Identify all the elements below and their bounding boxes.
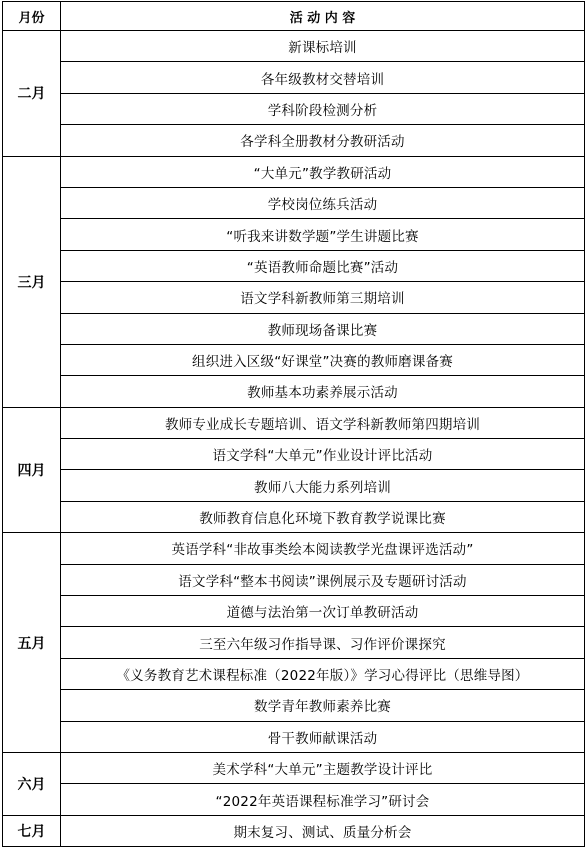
table-row xyxy=(3,815,585,846)
activity-cell: 《义务教育艺术课程标准（2022年版）》学习心得评比（思维导图） xyxy=(61,658,585,689)
table-row xyxy=(3,125,585,156)
activity-cell: “2022年英语课程标准学习”研讨会 xyxy=(61,784,585,815)
table-row xyxy=(3,282,585,313)
table-row xyxy=(3,156,585,187)
table-row xyxy=(3,407,585,438)
table-row xyxy=(3,344,585,375)
schedule-body xyxy=(3,31,585,847)
activity-cell: 期末复习、测试、质量分析会 xyxy=(61,815,585,846)
activity-cell: 教师现场备课比赛 xyxy=(61,313,585,344)
activity-cell: 数学青年教师素养比赛 xyxy=(61,690,585,721)
table-row xyxy=(3,187,585,218)
month-cell: 二月 xyxy=(3,31,61,157)
activity-cell: 三至六年级习作指导课、习作评价课探究 xyxy=(61,627,585,658)
activity-cell: “大单元”教学教研活动 xyxy=(61,156,585,187)
activity-cell: 道德与法治第一次订单教研活动 xyxy=(61,596,585,627)
activity-cell: 学校岗位练兵活动 xyxy=(61,187,585,218)
table-row xyxy=(3,31,585,62)
month-cell: 五月 xyxy=(3,533,61,753)
activity-cell: 组织进入区级“好课堂”决赛的教师磨课备赛 xyxy=(61,344,585,375)
activity-cell: 教师基本功素养展示活动 xyxy=(61,376,585,407)
activity-schedule-table xyxy=(2,1,585,847)
table-row xyxy=(3,250,585,281)
month-cell: 三月 xyxy=(3,156,61,407)
activity-cell: 英语学科“非故事类绘本阅读教学光盘课评选活动” xyxy=(61,533,585,564)
activity-cell: 学科阶段检测分析 xyxy=(61,93,585,124)
activity-column-header: 活 动 内 容 xyxy=(61,2,585,31)
month-cell: 六月 xyxy=(3,752,61,815)
activity-cell: 新课标培训 xyxy=(61,31,585,62)
table-row xyxy=(3,596,585,627)
table-row xyxy=(3,533,585,564)
table-row xyxy=(3,721,585,752)
table-row xyxy=(3,627,585,658)
table-row xyxy=(3,376,585,407)
table-row xyxy=(3,752,585,783)
table-row xyxy=(3,784,585,815)
table-row xyxy=(3,501,585,532)
activity-cell: 各学科全册教材分教研活动 xyxy=(61,125,585,156)
table-row xyxy=(3,564,585,595)
activity-cell: 语文学科“整本书阅读”课例展示及专题研讨活动 xyxy=(61,564,585,595)
table-row xyxy=(3,658,585,689)
table-row xyxy=(3,470,585,501)
activity-cell: 语文学科新教师第三期培训 xyxy=(61,282,585,313)
table-row xyxy=(3,313,585,344)
activity-cell: 教师八大能力系列培训 xyxy=(61,470,585,501)
table-row xyxy=(3,62,585,93)
activity-cell: 各年级教材交替培训 xyxy=(61,62,585,93)
activity-cell: 教师教育信息化环境下教育教学说课比赛 xyxy=(61,501,585,532)
table-row xyxy=(3,219,585,250)
activity-cell: 骨干教师献课活动 xyxy=(61,721,585,752)
activity-cell: “英语教师命题比赛”活动 xyxy=(61,250,585,281)
activity-cell: 美术学科“大单元”主题教学设计评比 xyxy=(61,752,585,783)
activity-cell: 教师专业成长专题培训、语文学科新教师第四期培训 xyxy=(61,407,585,438)
table-row xyxy=(3,93,585,124)
table-header-row xyxy=(3,2,585,31)
month-column-header: 月份 xyxy=(3,2,61,31)
table-row xyxy=(3,439,585,470)
activity-cell: “听我来讲数学题”学生讲题比赛 xyxy=(61,219,585,250)
activity-cell: 语文学科“大单元”作业设计评比活动 xyxy=(61,439,585,470)
month-cell: 四月 xyxy=(3,407,61,533)
table-row xyxy=(3,690,585,721)
month-cell: 七月 xyxy=(3,815,61,846)
